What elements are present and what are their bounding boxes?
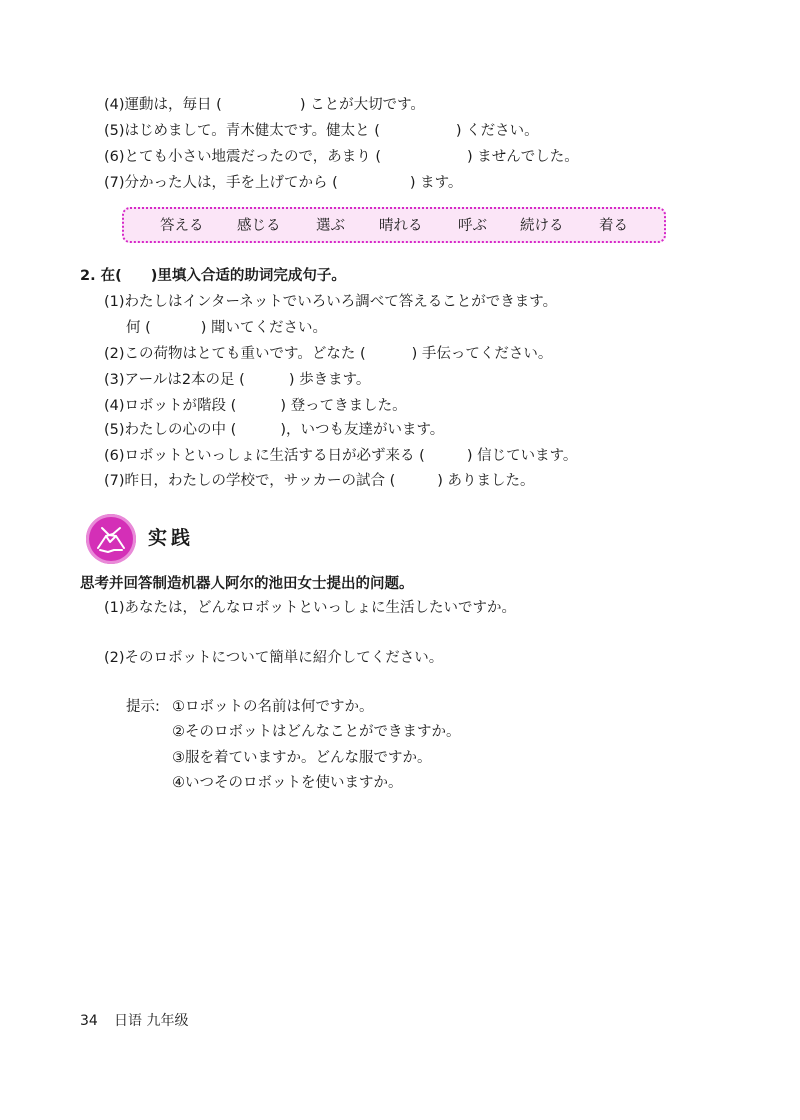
item-text: 何 (	[126, 320, 151, 336]
item-text-pre: とても小さい地震だったので，あまり (	[124, 149, 382, 165]
item-text-post: ) ませんでした。	[467, 149, 579, 165]
s1-item-5	[104, 121, 539, 141]
item-text: わたしはインターネットでいろいろ調べて答えることができます。	[124, 294, 558, 310]
item-text-pre: はじめまして。青木健太です。健太と (	[124, 123, 380, 139]
s1-item-4	[104, 95, 425, 115]
item-text-post: ) 手伝ってください。	[411, 346, 553, 362]
hint-label: 提示:	[126, 699, 160, 715]
item-text-post: ) ます。	[409, 175, 463, 191]
item-text: アールは2本の足 (	[124, 372, 245, 388]
item-number: (7)	[104, 175, 125, 191]
item-text-post: )，いつも友達がいます。	[280, 422, 445, 438]
book-title: 日语 九年级	[114, 1013, 189, 1029]
item-number: (1)	[104, 294, 125, 310]
item-text-post: ) 登ってきました。	[280, 398, 407, 414]
hint-item: ④いつそのロボットを使いますか。	[172, 775, 403, 791]
item-number: (2)	[104, 346, 125, 362]
handshake-icon-graphic	[86, 514, 136, 564]
item-text-post: ) 聞いてください。	[200, 320, 328, 336]
item-text: この荷物はとても重いです。どなた (	[124, 346, 366, 362]
item-text-pre: 分かった人は，手を上げてから (	[124, 175, 338, 191]
item-number: (5)	[104, 123, 125, 139]
s2-item-1	[104, 292, 557, 312]
item-number: (7)	[104, 473, 125, 489]
item-text-post: ) ください。	[455, 123, 539, 139]
item-text-post: ) 歩きます。	[288, 372, 371, 388]
item-number: (5)	[104, 422, 125, 438]
item-text: ロボットといっしょに生活する日が必ず来る (	[124, 448, 425, 464]
word-option: 感じる	[237, 218, 281, 234]
word-option: 着る	[599, 218, 628, 234]
item-text: ロボットが階段 (	[124, 398, 237, 414]
word-option: 晴れる	[379, 218, 423, 234]
item-number: (6)	[104, 448, 125, 464]
s2-item-7	[104, 471, 535, 491]
item-number: (4)	[104, 97, 125, 113]
practice-question-1	[104, 598, 516, 618]
section2-heading: 2. 在( )里填入合适的助词完成句子。	[80, 268, 346, 284]
s1-item-7	[104, 173, 462, 193]
word-option: 呼ぶ	[458, 218, 487, 234]
s2-item-5	[104, 420, 444, 440]
s2-item-1b	[126, 318, 327, 338]
practice-instruction: 思考并回答制造机器人阿尔的池田女士提出的问题。	[80, 576, 414, 592]
s1-item-6	[104, 147, 579, 167]
s2-item-3	[104, 370, 370, 390]
item-text: あなたは，どんなロボットといっしょに生活したいですか。	[124, 600, 517, 616]
practice-question-2	[104, 648, 443, 668]
s2-item-4	[104, 396, 407, 416]
s2-item-6	[104, 446, 577, 466]
item-text-post: ) 信じています。	[466, 448, 578, 464]
item-text: そのロボットについて簡単に紹介してください。	[124, 650, 444, 666]
hint-item: ②そのロボットはどんなことができますか。	[172, 724, 461, 740]
handshake-icon	[86, 514, 136, 564]
item-text-pre: 運動は，毎日 (	[124, 97, 222, 113]
word-choice-box	[122, 207, 666, 243]
word-option: 選ぶ	[316, 218, 345, 234]
word-option: 答える	[160, 218, 204, 234]
practice-title: 实践	[148, 527, 195, 549]
item-number: (2)	[104, 650, 125, 666]
item-text: わたしの心の中 (	[124, 422, 237, 438]
s2-item-2	[104, 344, 552, 364]
item-number: (1)	[104, 600, 125, 616]
item-number: (4)	[104, 398, 125, 414]
word-option: 続ける	[520, 218, 564, 234]
item-text: 昨日，わたしの学校で，サッカーの試合 (	[124, 473, 396, 489]
item-text-post: ) ことが大切です。	[299, 97, 425, 113]
page-number: 34	[80, 1013, 98, 1029]
item-number: (6)	[104, 149, 125, 165]
hint-item: ③服を着ていますか。どんな服ですか。	[172, 750, 432, 766]
item-text-post: ) ありました。	[437, 473, 535, 489]
hint-item: ①ロボットの名前は何ですか。	[172, 699, 374, 715]
item-number: (3)	[104, 372, 125, 388]
